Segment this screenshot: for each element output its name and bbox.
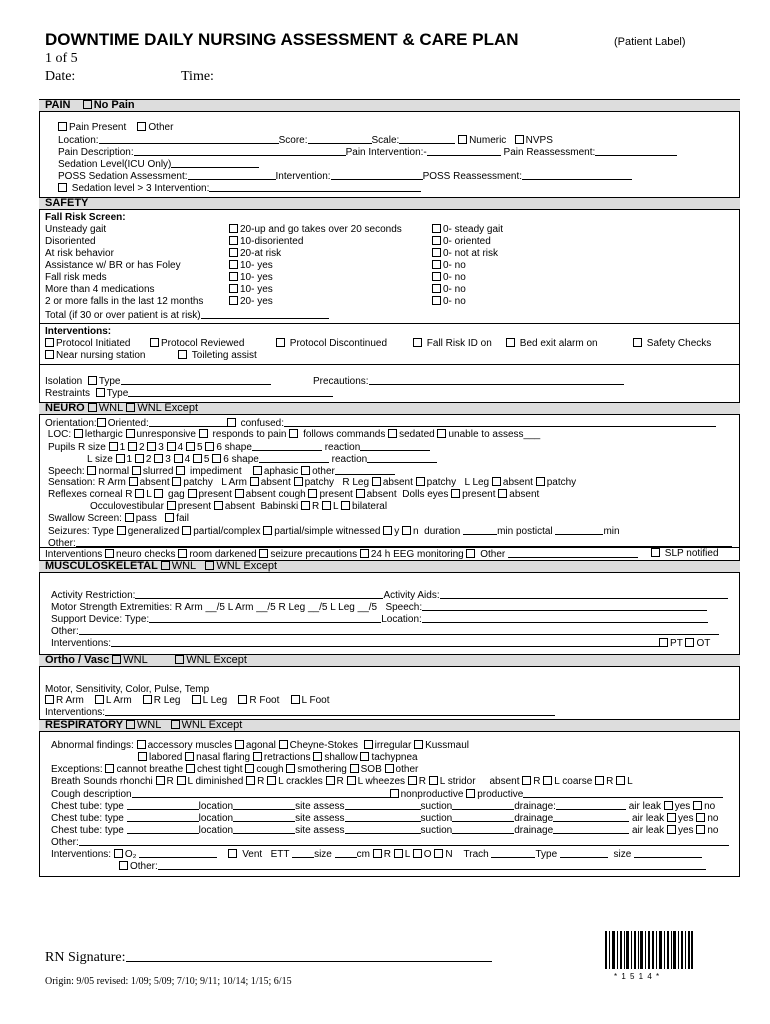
ortho-rarm[interactable] <box>45 695 54 704</box>
safety-interventions-title: Interventions: <box>45 326 112 337</box>
protocol-reviewed-checkbox[interactable] <box>150 338 159 347</box>
sens-larm-patchy[interactable] <box>294 477 303 486</box>
fall-row-right[interactable]: 0- no <box>432 260 466 272</box>
seizure-precautions-checkbox[interactable] <box>259 549 268 558</box>
fall-mid-checkbox[interactable] <box>229 272 238 281</box>
air-leak-yes[interactable] <box>667 813 676 822</box>
air-leak-no[interactable] <box>696 825 705 834</box>
neuro-wnl-checkbox[interactable] <box>88 403 97 412</box>
resp-int-other-field[interactable] <box>158 860 706 870</box>
fall-total-field[interactable] <box>201 309 329 319</box>
pain-present-checkbox[interactable] <box>58 122 67 131</box>
signature-line[interactable] <box>126 949 492 962</box>
chest-type-field[interactable] <box>127 824 199 834</box>
near-station-checkbox[interactable] <box>45 350 54 359</box>
fall-row-label: At risk behavior <box>45 248 114 259</box>
fall-risk-title: Fall Risk Screen: <box>45 212 126 223</box>
chest-tube-row: Chest tube: type location site assess suction drainage air leak yes no <box>51 813 719 824</box>
wheezes-l[interactable] <box>429 776 438 785</box>
sens-rarm-absent[interactable] <box>129 477 138 486</box>
ett-o[interactable] <box>413 849 422 858</box>
fall-row-label: Disoriented <box>45 236 96 247</box>
speech-aphasic[interactable] <box>253 466 262 475</box>
fall-row-label: Assistance w/ BR or has Foley <box>45 260 181 271</box>
ortho-lfoot[interactable] <box>291 695 300 704</box>
r-reaction-field[interactable] <box>360 441 430 451</box>
chest-drainage-field[interactable] <box>556 800 626 810</box>
activity-restriction-field[interactable] <box>135 589 383 599</box>
restraints-checkbox[interactable] <box>96 388 105 397</box>
confused-checkbox[interactable] <box>227 418 236 427</box>
fall-mid-checkbox[interactable] <box>229 284 238 293</box>
fall-row-label: More than 4 medications <box>45 284 155 295</box>
ortho-rleg[interactable] <box>143 695 152 704</box>
agonal-checkbox[interactable] <box>235 740 244 749</box>
witnessed-y[interactable] <box>383 526 392 535</box>
fall-row-right[interactable]: 0- no <box>432 272 466 284</box>
pain-other-checkbox[interactable] <box>137 122 146 131</box>
fall-mid-checkbox[interactable] <box>229 236 238 245</box>
r-size-6[interactable] <box>205 442 214 451</box>
resp-other-field[interactable] <box>79 836 729 846</box>
r-size-2[interactable] <box>128 442 137 451</box>
chest-site-field[interactable] <box>345 812 421 822</box>
chest-location-field[interactable] <box>233 812 295 822</box>
cough-absent[interactable] <box>356 489 365 498</box>
o2-checkbox[interactable] <box>114 849 123 858</box>
follows-checkbox[interactable] <box>289 429 298 438</box>
ortho-wnl-except-checkbox[interactable] <box>175 655 184 664</box>
cough-present[interactable] <box>308 489 317 498</box>
trach-size-field[interactable] <box>634 848 702 858</box>
chest-tight-checkbox[interactable] <box>186 764 195 773</box>
chest-suction-field[interactable] <box>452 824 514 834</box>
cough-checkbox[interactable] <box>245 764 254 773</box>
restraints-type-field[interactable] <box>128 387 333 397</box>
postictal-field[interactable] <box>555 525 603 535</box>
cough-desc-field[interactable] <box>132 788 390 798</box>
fall-row-label: Fall risk meds <box>45 272 107 283</box>
vent-checkbox[interactable] <box>228 849 237 858</box>
fall-row-right[interactable]: 0- no <box>432 284 466 296</box>
occulo-present[interactable] <box>167 501 176 510</box>
productive-checkbox[interactable] <box>466 789 475 798</box>
pain-reassessment-field[interactable] <box>595 146 677 156</box>
wheezes-r[interactable] <box>408 776 417 785</box>
barcode <box>605 931 693 969</box>
swallow-fail[interactable] <box>165 513 174 522</box>
unresponsive-checkbox[interactable] <box>126 429 135 438</box>
productive-field[interactable] <box>523 788 723 798</box>
l-shape-field[interactable] <box>259 453 329 463</box>
eeg-checkbox[interactable] <box>360 549 369 558</box>
cannot-breathe-checkbox[interactable] <box>105 764 114 773</box>
duration-field[interactable] <box>463 525 497 535</box>
ett-field[interactable] <box>292 848 314 858</box>
sens-rarm-patchy[interactable] <box>172 477 181 486</box>
r-size-5[interactable] <box>186 442 195 451</box>
numeric-checkbox[interactable] <box>458 135 467 144</box>
ett-size-field[interactable] <box>335 848 357 858</box>
sens-rleg-absent[interactable] <box>372 477 381 486</box>
trach-field[interactable] <box>491 848 535 858</box>
crackles-l[interactable] <box>347 776 356 785</box>
fall-right-checkbox[interactable] <box>432 224 441 233</box>
rn-signature[interactable]: RN Signature: <box>45 949 492 966</box>
speech-other-field[interactable] <box>335 465 395 475</box>
neuro-checks-checkbox[interactable] <box>105 549 114 558</box>
activity-aids-field[interactable] <box>440 589 728 599</box>
fall-row-right[interactable]: 0- oriented <box>432 236 491 248</box>
shallow-checkbox[interactable] <box>313 752 322 761</box>
neuro-int-other-field[interactable] <box>508 548 638 558</box>
pain-header: PAIN No Pain <box>39 99 740 112</box>
corneal-r[interactable] <box>135 489 144 498</box>
chest-location-field[interactable] <box>233 824 295 834</box>
ortho-larm[interactable] <box>95 695 104 704</box>
poss-intervention-field[interactable] <box>331 170 423 180</box>
pt-checkbox[interactable] <box>659 638 668 647</box>
chest-type-field[interactable] <box>127 800 199 810</box>
coarse-l[interactable] <box>616 776 625 785</box>
l-size-3[interactable] <box>154 454 163 463</box>
ortho-wnl-checkbox[interactable] <box>112 655 121 664</box>
accessory-checkbox[interactable] <box>137 740 146 749</box>
neuro-other-field[interactable] <box>76 537 732 547</box>
fall-right-checkbox[interactable] <box>432 284 441 293</box>
patient-label: (Patient Label) <box>614 36 686 48</box>
sens-larm-absent[interactable] <box>250 477 259 486</box>
coarse-r[interactable] <box>595 776 604 785</box>
precautions-field[interactable] <box>369 375 624 385</box>
absent-r[interactable] <box>522 776 531 785</box>
fall-row-label: Unsteady gait <box>45 224 107 235</box>
exc-other-checkbox[interactable] <box>385 764 394 773</box>
fall-row-right[interactable]: 0- not at risk <box>432 248 498 260</box>
cheyne-checkbox[interactable] <box>279 740 288 749</box>
r-size-4[interactable] <box>167 442 176 451</box>
msk-wnl-except-checkbox[interactable] <box>205 561 214 570</box>
resp-pain-checkbox[interactable] <box>199 429 208 438</box>
corneal-l[interactable] <box>154 489 163 498</box>
ett-r[interactable] <box>373 849 382 858</box>
r-shape-field[interactable] <box>252 441 322 451</box>
sedated-checkbox[interactable] <box>388 429 397 438</box>
trach-type-field[interactable] <box>560 848 608 858</box>
r-size-3[interactable] <box>147 442 156 451</box>
sob-checkbox[interactable] <box>350 764 359 773</box>
ett-n[interactable] <box>434 849 443 858</box>
air-leak-yes[interactable] <box>667 825 676 834</box>
fall-row-mid[interactable]: 20- yes <box>229 296 273 308</box>
origin-text: Origin: 9/05 revised: 1/09; 5/09; 7/10; 9/11; 10/14; 1/15; 6/15 <box>45 976 292 987</box>
dolls-absent[interactable] <box>498 489 507 498</box>
l-size-1[interactable] <box>116 454 125 463</box>
neuro-header: NEURO WNL WNL Except <box>39 402 740 415</box>
air-leak-yes[interactable] <box>664 801 673 810</box>
support-location-field[interactable] <box>422 613 708 623</box>
occulo-absent[interactable] <box>214 501 223 510</box>
smothering-checkbox[interactable] <box>286 764 295 773</box>
fall-right-checkbox[interactable] <box>432 248 441 257</box>
ortho-lleg[interactable] <box>192 695 201 704</box>
neuro-wnl-except-checkbox[interactable] <box>126 403 135 412</box>
slp-checkbox[interactable] <box>651 548 660 557</box>
date-label[interactable]: Date: <box>45 69 76 84</box>
toileting-checkbox[interactable] <box>178 350 187 359</box>
protocol-initiated-checkbox[interactable] <box>45 338 54 347</box>
lethargic-checkbox[interactable] <box>74 429 83 438</box>
fall-row-mid[interactable]: 20-at risk <box>229 248 281 260</box>
babinski-r[interactable] <box>301 501 310 510</box>
chest-site-field[interactable] <box>345 824 421 834</box>
pain-description-field[interactable] <box>134 146 346 156</box>
time-label[interactable]: Time: <box>181 69 214 84</box>
l-size-6[interactable] <box>212 454 221 463</box>
fall-row-mid[interactable]: 10- yes <box>229 260 273 272</box>
ortho-rfoot[interactable] <box>238 695 247 704</box>
nonproductive-checkbox[interactable] <box>390 789 399 798</box>
l-size-4[interactable] <box>174 454 183 463</box>
air-leak-no[interactable] <box>696 813 705 822</box>
fall-row-mid[interactable]: 10- yes <box>229 272 273 284</box>
seizure-partial-simple[interactable] <box>263 526 272 535</box>
sens-lleg-patchy[interactable] <box>536 477 545 486</box>
no-pain-checkbox[interactable] <box>83 100 92 109</box>
retractions-checkbox[interactable] <box>253 752 262 761</box>
witnessed-n[interactable] <box>402 526 411 535</box>
r-size-1[interactable] <box>109 442 118 451</box>
speech-other[interactable] <box>301 466 310 475</box>
sens-rleg-patchy[interactable] <box>416 477 425 486</box>
fall-row-mid[interactable]: 20-up and go takes over 20 seconds <box>229 224 402 236</box>
fall-row-mid[interactable]: 10- yes <box>229 284 273 296</box>
scale-field[interactable] <box>399 134 455 144</box>
poss-reassessment-field[interactable] <box>522 170 632 180</box>
nasal-checkbox[interactable] <box>185 752 194 761</box>
safety-header: SAFETY <box>39 197 740 210</box>
diminished-l[interactable] <box>267 776 276 785</box>
l-reaction-field[interactable] <box>367 453 437 463</box>
gag-present[interactable] <box>188 489 197 498</box>
resp-wnl-checkbox[interactable] <box>126 720 135 729</box>
isolation-type-field[interactable] <box>121 375 271 385</box>
location-field[interactable] <box>99 134 279 144</box>
resp-header: RESPIRATORY WNL WNL Except <box>39 719 740 732</box>
rhonchi-r[interactable] <box>156 776 165 785</box>
score-field[interactable] <box>308 134 372 144</box>
oriented-checkbox[interactable] <box>97 418 106 427</box>
babinski-bilateral[interactable] <box>341 501 350 510</box>
room-darkened-checkbox[interactable] <box>178 549 187 558</box>
chest-site-field[interactable] <box>345 800 421 810</box>
crackles-r[interactable] <box>326 776 335 785</box>
msk-other-field[interactable] <box>79 625 719 635</box>
ortho-header: Ortho / Vasc WNL WNL Except <box>39 654 740 667</box>
fall-right-checkbox[interactable] <box>432 296 441 305</box>
sedation-level-field[interactable] <box>171 158 259 168</box>
fall-right-checkbox[interactable] <box>432 272 441 281</box>
msk-wnl-checkbox[interactable] <box>161 561 170 570</box>
gag-absent-cough[interactable] <box>235 489 244 498</box>
o2-field[interactable] <box>139 848 217 858</box>
chest-suction-field[interactable] <box>452 800 514 810</box>
pain-intervention-field[interactable] <box>427 146 501 156</box>
seizure-partial-complex[interactable] <box>182 526 191 535</box>
ortho-interventions-field[interactable] <box>105 706 555 716</box>
bed-exit-alarm-checkbox[interactable] <box>506 338 515 347</box>
fall-mid-checkbox[interactable] <box>229 260 238 269</box>
support-type-field[interactable] <box>149 613 381 623</box>
chest-location-field[interactable] <box>233 800 295 810</box>
isolation-checkbox[interactable] <box>88 376 97 385</box>
kussmaul-checkbox[interactable] <box>414 740 423 749</box>
irregular-checkbox[interactable] <box>364 740 373 749</box>
fall-mid-checkbox[interactable] <box>229 248 238 257</box>
speech-impediment[interactable] <box>176 466 185 475</box>
babinski-l[interactable] <box>322 501 331 510</box>
air-leak-no[interactable] <box>693 801 702 810</box>
unable-checkbox[interactable] <box>437 429 446 438</box>
l-size-5[interactable] <box>193 454 202 463</box>
tachypnea-checkbox[interactable] <box>360 752 369 761</box>
barcode-text: * 1 5 1 4 * <box>614 972 661 981</box>
sedation3-checkbox[interactable] <box>58 183 67 192</box>
resp-wnl-except-checkbox[interactable] <box>171 720 180 729</box>
dolls-present[interactable] <box>451 489 460 498</box>
speech-slurred[interactable] <box>132 466 141 475</box>
nvps-checkbox[interactable] <box>515 135 524 144</box>
sedation3-field[interactable] <box>209 182 421 192</box>
ot-checkbox[interactable] <box>685 638 694 647</box>
speech-normal[interactable] <box>87 466 96 475</box>
poss-field[interactable] <box>188 170 276 180</box>
fall-mid-checkbox[interactable] <box>229 224 238 233</box>
fall-right-checkbox[interactable] <box>432 260 441 269</box>
safety-checks-checkbox[interactable] <box>633 338 642 347</box>
protocol-discontinued-checkbox[interactable] <box>276 338 285 347</box>
chest-drainage-field[interactable] <box>553 824 629 834</box>
absent-l[interactable] <box>543 776 552 785</box>
seizure-generalized[interactable] <box>117 526 126 535</box>
fall-right-checkbox[interactable] <box>432 236 441 245</box>
page-number: 1 of 5 <box>45 51 78 66</box>
msk-speech-field[interactable] <box>422 601 707 611</box>
confused-field[interactable] <box>284 417 716 427</box>
fall-row-right[interactable]: 0- steady gait <box>432 224 503 236</box>
sens-lleg-absent[interactable] <box>492 477 501 486</box>
diminished-r[interactable] <box>246 776 255 785</box>
fall-row-mid[interactable]: 10-disoriented <box>229 236 303 248</box>
chest-tube-row: Chest tube: type location site assess suction drainage: air leak yes no <box>51 801 716 812</box>
fall-row-label: 2 or more falls in the last 12 months <box>45 296 204 307</box>
msk-header: MUSCULOSKELETAL WNL WNL Except <box>39 560 740 573</box>
chest-suction-field[interactable] <box>452 812 514 822</box>
labored-checkbox[interactable] <box>138 752 147 761</box>
msk-interventions-field[interactable] <box>111 637 659 647</box>
fall-row-right[interactable]: 0- no <box>432 296 466 308</box>
fall-risk-id-checkbox[interactable] <box>413 338 422 347</box>
l-size-2[interactable] <box>135 454 144 463</box>
neuro-int-other-checkbox[interactable] <box>466 549 475 558</box>
ett-l[interactable] <box>394 849 403 858</box>
oriented-field[interactable] <box>149 417 227 427</box>
fall-mid-checkbox[interactable] <box>229 296 238 305</box>
resp-int-other-checkbox[interactable] <box>119 861 128 870</box>
chest-type-field[interactable] <box>127 812 199 822</box>
ortho-motor-label: Motor, Sensitivity, Color, Pulse, Temp <box>45 684 210 695</box>
swallow-pass[interactable] <box>125 513 134 522</box>
chest-tube-row: Chest tube: type location site assess suction drainage air leak yes no <box>51 825 719 836</box>
page-title: DOWNTIME DAILY NURSING ASSESSMENT & CARE PLAN <box>45 30 519 49</box>
rhonchi-l[interactable] <box>177 776 186 785</box>
chest-drainage-field[interactable] <box>553 812 629 822</box>
